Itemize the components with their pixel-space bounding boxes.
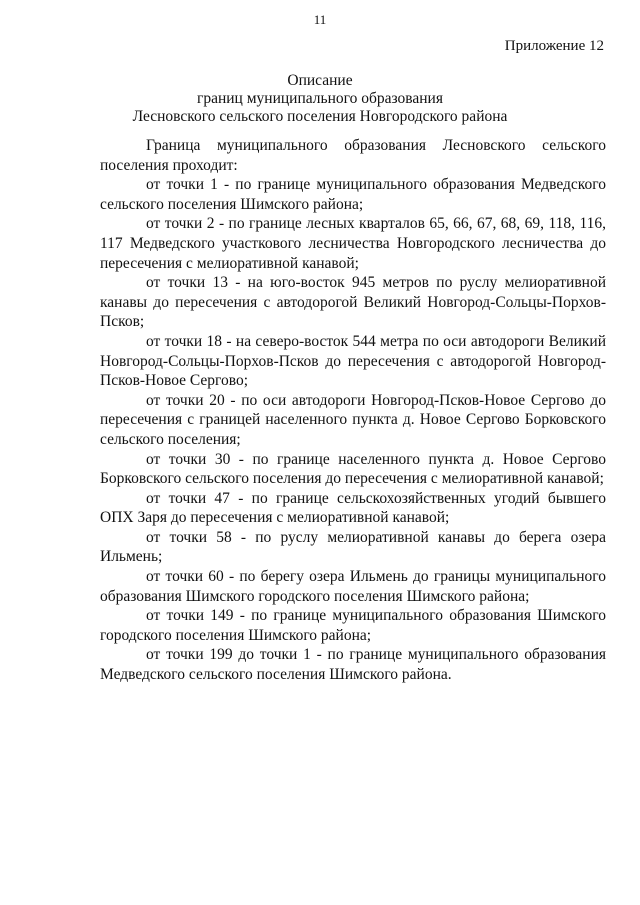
page-number: 11 — [313, 12, 327, 27]
segment-paragraph: от точки 13 - на юго-восток 945 метров по руслу мелиоративной канавы до пересечения с автодорогой Великий Новгород-Сольцы-Порхов-Псков; — [100, 274, 606, 331]
title-line-3: Лесновского сельского поселения Новгородского района — [132, 108, 508, 125]
segment-paragraph: от точки 199 до точки 1 - по границе муниципального образования Медведского сельского поселения Шимского района. — [100, 646, 606, 684]
segment-paragraph: от точки 2 - по границе лесных кварталов 65, 66, 67, 68, 69, 118, 116, 117 Медведского участкового лесничества Новгородского лесничества до пересечения с мелиоративной канавой; — [100, 215, 606, 272]
title-line-1: Описание — [287, 72, 353, 89]
segment-paragraph: от точки 149 - по границе муниципального образования Шимского городского поселения Шимского района; — [100, 607, 606, 644]
segment-paragraph: от точки 58 - по руслу мелиоративной канавы до берега озера Ильмень; — [100, 528, 606, 566]
boundary-description — [100, 136, 606, 685]
appendix-label: Приложение 12 — [504, 38, 604, 54]
segment-paragraph: от точки 60 - по берегу озера Ильмень до границы муниципального образования Шимского городского поселения Шимского района; — [100, 568, 606, 605]
title-line-2: границ муниципального образования — [196, 90, 443, 107]
segment-paragraph: от точки 18 - на северо-восток 544 метра по оси автодороги Великий Новгород-Сольцы-Порхов-Псков до пересечения с автодорогой Новгород-Псков-Новое Сергово; — [100, 332, 606, 390]
segment-paragraph: от точки 30 - по границе населенного пункта д. Новое Сергово Борковского сельского поселения до пересечения с мелиоративной канавой; — [100, 450, 606, 488]
intro-paragraph: Граница муниципального образования Лесновского сельского поселения проходит: — [100, 137, 606, 174]
segment-paragraph: от точки 47 - по границе сельскохозяйственных угодий бывшего ОПХ Заря до пересечения с мелиоративной канавой; — [100, 489, 606, 527]
document-title — [0, 72, 640, 126]
segment-paragraph: от точки 20 - по оси автодороги Новгород-Псков-Новое Сергово до пересечения с границей населенного пункта д. Новое Сергово Борковского сельского поселения; — [100, 391, 606, 448]
segment-paragraph: от точки 1 - по границе муниципального образования Медведского сельского поселения Шимского района; — [100, 176, 606, 213]
